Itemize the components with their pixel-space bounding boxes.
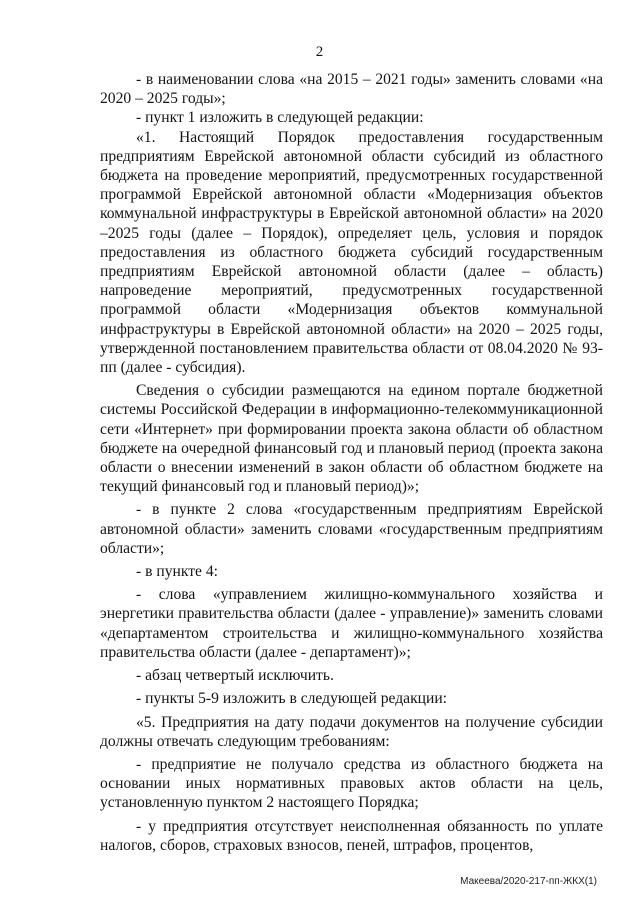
- paragraph-subsidy-info: Сведения о субсидии размещаются на едином портале бюджетной системы Российской Федерации в информационно-телекоммуникационной сети «Интернет» при формировании проекта закона области об областном бюджете на очередной финансовый год и плановый период (проекта закона области о внесении изменений в закон области об областном бюджете на текущий финансовый год и плановый период)»;: [100, 382, 603, 496]
- paragraph-point1-intro: - пункт 1 изложить в следующей редакции:: [136, 109, 424, 127]
- paragraph-point5: «5. Предприятия на дату подачи документов на получение субсидии должны отвечать следующим требованиям:: [100, 713, 603, 750]
- page-number: 2: [315, 44, 324, 60]
- paragraph-rename-title: - в наименовании слова «на 2015 – 2021 годы» заменить словами «на 2020 – 2025 годы»;: [100, 71, 603, 108]
- paragraph-point2: - в пункте 2 слова «государственным предприятиям Еврейской автономной области» заменить словами «государственным предприятиям области»;: [100, 501, 603, 557]
- paragraph-delete-fourth: - абзац четвертый исключить.: [136, 667, 334, 685]
- paragraph-points-5-9: - пункты 5-9 изложить в следующей редакции:: [136, 690, 448, 708]
- paragraph-requirement-2: - у предприятия отсутствует неисполненная обязанность по уплате налогов, сборов, страховых взносов, пеней, штрафов, процентов,: [100, 817, 603, 854]
- paragraph-point1-text: «1. Настоящий Порядок предоставления государственным предприятиям Еврейской автономной области субсидий из областного бюджета на проведение мероприятий, предусмотренных государственной программой Еврейской автономной области «Модернизация объектов коммунальной инфраструктуры в Еврейской автономной области» на 2020 –2025 годы (далее – Порядок), определяет цель, условия и порядок предоставления из областного бюджета субсидий государственным предприятиям Еврейской автономной области (далее – область) напроведение мероприятий, предусмотренных государственной программой области «Модернизация объектов коммунальной инфраструктуры в Еврейской автономной области» на 2020 – 2025 годы, утвержденной постановлением правительства области от 08.04.2020 № 93-пп (далее - субсидия).: [100, 128, 603, 377]
- document-body: [100, 70, 603, 855]
- footer-document-code: Макеева/2020-217-пп-ЖКХ(1): [460, 876, 597, 887]
- paragraph-point4-intro: - в пункте 4:: [136, 563, 218, 581]
- paragraph-requirement-1: - предприятие не получало средства из областного бюджета на основании иных нормативных правовых актов области на цель, установленную пунктом 2 настоящего Порядка;: [100, 755, 603, 812]
- paragraph-point4-words: - слова «управлением жилищно-коммунального хозяйства и энергетики правительства области (далее - управление)» заменить словами «департаментом строительства и жилищно-коммунального хозяйства правительства области (далее - департамент)»;: [100, 586, 603, 661]
